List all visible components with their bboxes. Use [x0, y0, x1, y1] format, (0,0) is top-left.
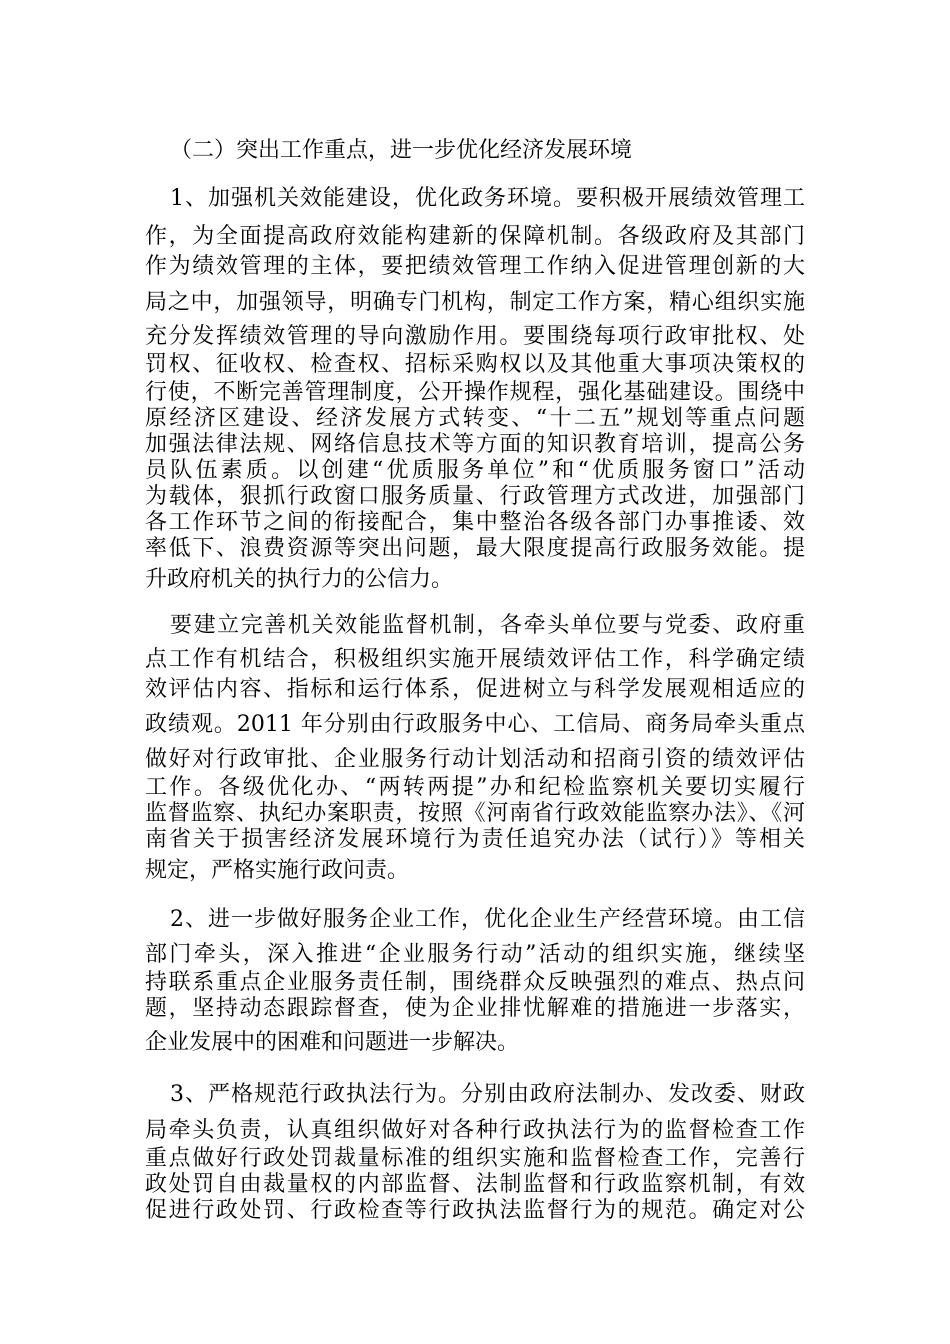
- paragraph-line: 作，为全面提高政府效能构建新的保障机制。各级政府及其部门: [145, 224, 805, 249]
- paragraph-line: 题，坚持动态跟踪督查，使为企业排忧解难的措施进一步落实，: [145, 996, 805, 1021]
- paragraph-line: 率低下、浪费资源等突出问题，最大限度提高行政服务效能。提: [145, 536, 805, 561]
- paragraph-line: 升政府机关的执行力的公信力。: [145, 567, 454, 592]
- paragraph-line: 加强法律法规、网络信息技术等方面的知识教育培训，提高公务: [145, 432, 805, 457]
- paragraph-line: 点工作有机结合，积极组织实施开展绩效评估工作，科学确定绩: [145, 647, 805, 672]
- section-heading: （二）突出工作重点，进一步优化经济发展环境: [170, 138, 633, 163]
- paragraph-line: 企业发展中的困难和问题进一步解决。: [145, 1030, 520, 1055]
- paragraph-line: 效评估内容、指标和运行体系，促进树立与科学发展观相适应的: [145, 677, 805, 702]
- paragraph-line: 监督监察、执纪办案职责，按照《河南省行政效能监察办法》、《河: [145, 801, 805, 826]
- paragraph-line: 为载体，狠抓行政窗口服务质量、行政管理方式改进，加强部门: [145, 484, 805, 509]
- paragraph-line: 员队伍素质。以创建“优质服务单位”和“优质服务窗口”活动: [145, 458, 805, 483]
- paragraph-line: 各工作环节之间的衔接配合，集中整治各级各部门办事推诿、效: [145, 510, 805, 535]
- paragraph-line: 局之中，加强领导，明确专门机构，制定工作方案，精心组织实施: [145, 290, 805, 315]
- paragraph-line: 政绩观。2011 年分别由行政服务中心、工信局、商务局牵头重点: [145, 712, 805, 737]
- paragraph-line: 2、进一步做好服务企业工作，优化企业生产经营环境。由工信: [170, 907, 805, 932]
- paragraph-line: 局牵头负责，认真组织做好对各种行政执法行为的监督检查工作: [145, 1118, 805, 1143]
- paragraph-line: 充分发挥绩效管理的导向激励作用。要围绕每项行政审批权、处: [145, 324, 805, 349]
- paragraph-line: 3、严格规范行政执法行为。分别由政府法制办、发改委、财政: [170, 1082, 805, 1107]
- paragraph-line: 规定，严格实施行政问责。: [145, 858, 410, 883]
- paragraph-line: 重点做好行政处罚裁量标准的组织实施和监督检查工作，完善行: [145, 1146, 805, 1171]
- paragraph-line: 工作。各级优化办、“两转两提”办和纪检监察机关要切实履行: [145, 775, 805, 800]
- paragraph-line: 政处罚自由裁量权的内部监督、法制监督和行政监察机制，有效: [145, 1172, 805, 1197]
- paragraph-line: 要建立完善机关效能监督机制，各牵头单位要与党委、政府重: [170, 613, 805, 638]
- paragraph-line: 部门牵头，深入推进“企业服务行动”活动的组织实施，继续坚: [145, 942, 805, 967]
- paragraph-line: 行使，不断完善管理制度，公开操作规程，强化基础建设。围绕中: [145, 380, 805, 405]
- paragraph-line: 罚权、征收权、检查权、招标采购权以及其他重大事项决策权的: [145, 352, 805, 377]
- paragraph-line: 南省关于损害经济发展环境行为责任追究办法（试行）》等相关: [145, 827, 805, 852]
- paragraph-line: 做好对行政审批、企业服务行动计划活动和招商引资的绩效评估: [145, 747, 805, 772]
- paragraph-line: 原经济区建设、经济发展方式转变、“十二五”规划等重点问题: [145, 406, 805, 431]
- paragraph-line: 作为绩效管理的主体，要把绩效管理工作纳入促进管理创新的大: [145, 254, 805, 279]
- paragraph-line: 1、加强机关效能建设，优化政务环境。要积极开展绩效管理工: [170, 186, 805, 211]
- paragraph-line: 持联系重点企业服务责任制，围绕群众反映强烈的难点、热点问: [145, 970, 805, 995]
- paragraph-line: 促进行政处罚、行政检查等行政执法监督行为的规范。确定对公: [145, 1198, 805, 1223]
